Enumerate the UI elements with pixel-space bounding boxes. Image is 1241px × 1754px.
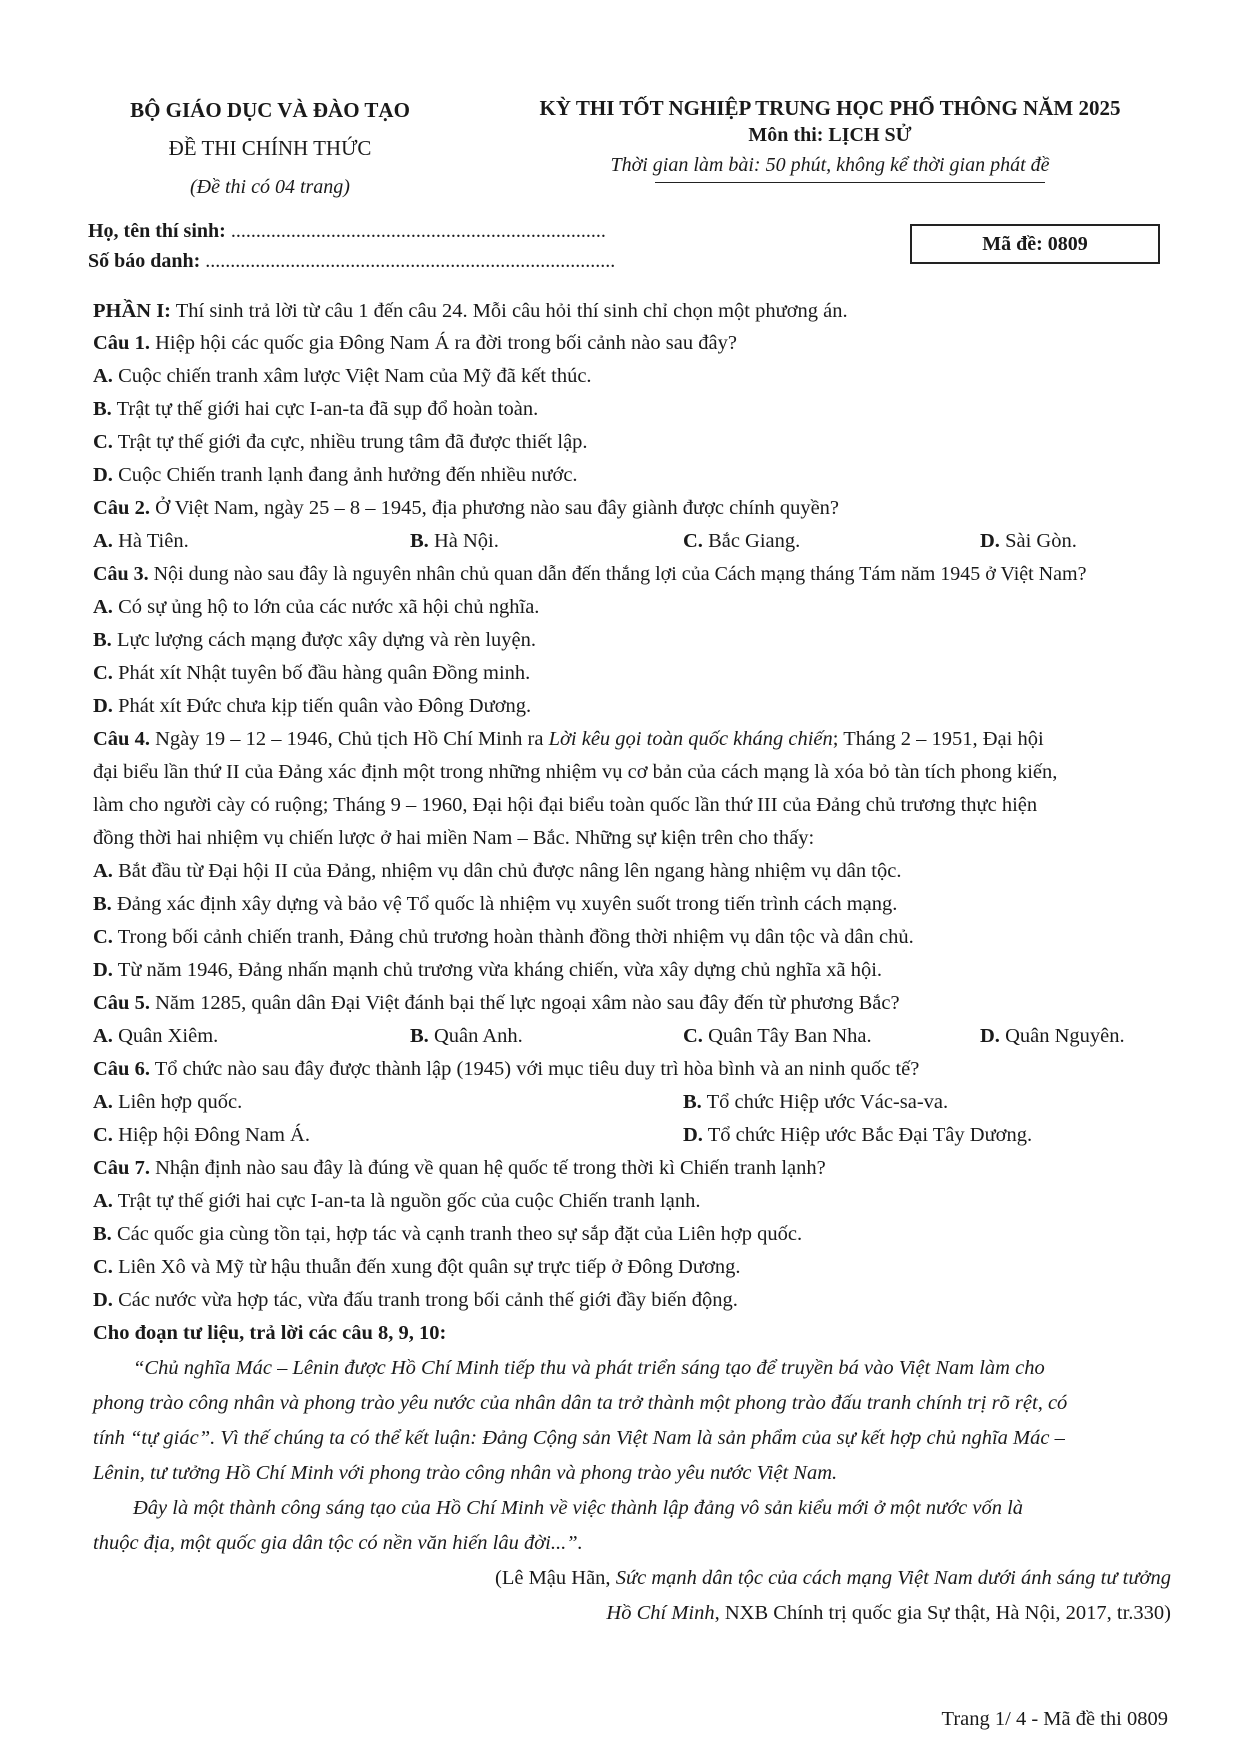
option-label: B. bbox=[410, 1025, 429, 1047]
q1-option-c bbox=[93, 431, 588, 454]
option-text: Trong bối cảnh chiến tranh, Đảng chủ trương hoàn thành đồng thời nhiệm vụ dân tộc và dân chủ. bbox=[112, 926, 914, 948]
q4-option-b bbox=[93, 893, 897, 916]
question-text: Nội dung nào sau đây là nguyên nhân chủ quan dẫn đến thắng lợi của Cách mạng tháng Tám năm 1945 ở Việt Nam? bbox=[148, 563, 1087, 585]
option-text: Bắt đầu từ Đại hội II của Đảng, nhiệm vụ dân chủ được nâng lên ngang hàng nhiệm vụ dân tộc. bbox=[112, 860, 902, 882]
q2-option-a bbox=[93, 530, 189, 553]
option-label: A. bbox=[93, 1091, 113, 1113]
passage-line: tính “tự giác”. Vì thế chúng ta có thể kết luận: Đảng Cộng sản Việt Nam là sản phẩm của sự kết hợp chủ nghĩa Mác – bbox=[93, 1427, 1065, 1449]
option-label: A. bbox=[93, 530, 113, 552]
source-title: Sức mạnh dân tộc của cách mạng Việt Nam dưới ánh sáng tư tưởng bbox=[615, 1567, 1171, 1589]
q1-option-b bbox=[93, 398, 538, 421]
option-label: A. bbox=[93, 365, 113, 387]
source-text: (Lê Mậu Hãn, bbox=[495, 1567, 616, 1589]
part-label: PHẦN I: bbox=[93, 300, 172, 322]
q4-option-d bbox=[93, 959, 882, 982]
passage-line: Đây là một thành công sáng tạo của Hồ Chí Minh về việc thành lập đảng vô sản kiểu mới ở một nước vốn là bbox=[133, 1497, 1024, 1519]
part-text: Thí sinh trả lời từ câu 1 đến câu 24. Mỗi câu hỏi thí sinh chỉ chọn một phương án. bbox=[171, 300, 848, 322]
option-label: A. bbox=[93, 1025, 113, 1047]
question-text: Nhận định nào sau đây là đúng về quan hệ quốc tế trong thời kì Chiến tranh lạnh? bbox=[149, 1157, 826, 1179]
q2-option-d bbox=[980, 530, 1077, 553]
option-label: D. bbox=[683, 1124, 703, 1146]
q3-option-b bbox=[93, 629, 536, 652]
q6-option-d bbox=[683, 1124, 1032, 1147]
question-text: Hiệp hội các quốc gia Đông Nam Á ra đời trong bối cảnh nào sau đây? bbox=[149, 332, 737, 354]
exam-title: KỲ THI TỐT NGHIỆP TRUNG HỌC PHỔ THÔNG NĂM 2025 bbox=[539, 96, 1121, 120]
option-label: D. bbox=[93, 959, 113, 981]
question-3 bbox=[93, 563, 1086, 586]
q4-option-c bbox=[93, 926, 914, 949]
question-7 bbox=[93, 1157, 826, 1180]
candidate-id-row bbox=[88, 250, 615, 273]
option-text: Các quốc gia cùng tồn tại, hợp tác và cạnh tranh theo sự sắp đặt của Liên hợp quốc. bbox=[111, 1223, 803, 1245]
option-text: Tổ chức Hiệp ước Bắc Đại Tây Dương. bbox=[702, 1124, 1033, 1146]
option-text: Cuộc Chiến tranh lạnh đang ảnh hưởng đến nhiều nước. bbox=[112, 464, 578, 486]
q7-option-d bbox=[93, 1289, 738, 1312]
option-label: B. bbox=[93, 893, 112, 915]
option-text: Quân Anh. bbox=[428, 1025, 523, 1047]
q6-option-a bbox=[93, 1091, 242, 1114]
option-label: B. bbox=[93, 1223, 112, 1245]
page-footer: Trang 1/ 4 - Mã đề thi 0809 bbox=[941, 1708, 1168, 1730]
q7-option-a bbox=[93, 1190, 700, 1213]
option-label: D. bbox=[93, 464, 113, 486]
q5-option-c bbox=[683, 1025, 872, 1048]
option-label: A. bbox=[93, 596, 113, 618]
option-text: Các nước vừa hợp tác, vừa đấu tranh trong bối cảnh thế giới đầy biến động. bbox=[112, 1289, 738, 1311]
question-number: Câu 7. bbox=[93, 1157, 150, 1179]
option-label: A. bbox=[93, 860, 113, 882]
question-2 bbox=[93, 497, 839, 520]
passage-source-line-2 bbox=[606, 1602, 1171, 1625]
option-text: Trật tự thế giới hai cực I-an-ta đã sụp đổ hoàn toàn. bbox=[111, 398, 539, 420]
option-text: Liên Xô và Mỹ từ hậu thuẫn đến xung đột quân sự trực tiếp ở Đông Dương. bbox=[112, 1256, 741, 1278]
passage-line: thuộc địa, một quốc gia dân tộc có nền văn hiến lâu đời...”. bbox=[93, 1532, 583, 1554]
question-4-line-3: làm cho người cày có ruộng; Tháng 9 – 1960, Đại hội đại biểu toàn quốc lần thứ III của Đảng chủ trương thực hiện bbox=[93, 794, 1038, 816]
option-label: C. bbox=[93, 1256, 113, 1278]
ministry-name: BỘ GIÁO DỤC VÀ ĐÀO TẠO bbox=[130, 98, 410, 122]
option-text: Cuộc chiến tranh xâm lược Việt Nam của Mỹ đã kết thúc. bbox=[112, 365, 592, 387]
option-label: D. bbox=[980, 1025, 1000, 1047]
passage-line: “Chủ nghĩa Mác – Lênin được Hồ Chí Minh tiếp thu và phát triển sáng tạo để truyền bá vào Việt Nam làm cho bbox=[133, 1357, 1045, 1379]
option-text: Sài Gòn. bbox=[999, 530, 1077, 552]
question-number: Câu 1. bbox=[93, 332, 150, 354]
option-text: Đảng xác định xây dựng và bảo vệ Tổ quốc là nhiệm vụ xuyên suốt trong tiến trình cách mạng. bbox=[111, 893, 898, 915]
part-1-instruction bbox=[93, 300, 848, 323]
candidate-id-label: Số báo danh: bbox=[88, 250, 201, 272]
question-text-italic: Lời kêu gọi toàn quốc kháng chiến bbox=[548, 728, 833, 750]
option-text: Có sự ủng hộ to lớn của các nước xã hội chủ nghĩa. bbox=[112, 596, 540, 618]
question-number: Câu 4. bbox=[93, 728, 150, 750]
question-4-line-2: đại biểu lần thứ II của Đảng xác định một trong những nhiệm vụ cơ bản của cách mạng là xóa bỏ tàn tích phong kiến, bbox=[93, 761, 1058, 783]
option-label: B. bbox=[683, 1091, 702, 1113]
exam-code-box: Mã đề: 0809 bbox=[910, 224, 1160, 264]
option-text: Trật tự thế giới đa cực, nhiều trung tâm đã được thiết lập. bbox=[112, 431, 588, 453]
question-4 bbox=[93, 728, 1044, 751]
question-number: Câu 3. bbox=[93, 563, 149, 585]
option-text: Trật tự thế giới hai cực I-an-ta là nguồn gốc của cuộc Chiến tranh lạnh. bbox=[112, 1190, 701, 1212]
q7-option-c bbox=[93, 1256, 740, 1279]
option-label: B. bbox=[93, 398, 112, 420]
question-text: Ngày 19 – 12 – 1946, Chủ tịch Hồ Chí Minh ra bbox=[149, 728, 549, 750]
question-text: Ở Việt Nam, ngày 25 – 8 – 1945, địa phương nào sau đây giành được chính quyền? bbox=[149, 497, 840, 519]
q1-option-d bbox=[93, 464, 578, 487]
q5-option-d bbox=[980, 1025, 1125, 1048]
option-label: C. bbox=[93, 662, 113, 684]
q3-option-c bbox=[93, 662, 530, 685]
source-title: Hồ Chí Minh bbox=[606, 1602, 715, 1624]
question-text: ; Tháng 2 – 1951, Đại hội bbox=[832, 728, 1044, 750]
question-number: Câu 6. bbox=[93, 1058, 150, 1080]
option-text: Quân Tây Ban Nha. bbox=[702, 1025, 872, 1047]
q6-option-b bbox=[683, 1091, 948, 1114]
option-label: D. bbox=[93, 695, 113, 717]
candidate-name-label: Họ, tên thí sinh: bbox=[88, 220, 226, 242]
q7-option-b bbox=[93, 1223, 802, 1246]
q6-option-c bbox=[93, 1124, 310, 1147]
passage-heading: Cho đoạn tư liệu, trả lời các câu 8, 9, 10: bbox=[93, 1322, 447, 1344]
official-exam-label: ĐỀ THI CHÍNH THỨC bbox=[168, 136, 372, 160]
candidate-name-row bbox=[88, 220, 606, 243]
passage-line: phong trào công nhân và phong trào yêu nước của nhân dân ta trở thành một phong trào đấu tranh chính trị rõ rệt, có bbox=[93, 1392, 1068, 1414]
question-text: Năm 1285, quân dân Đại Việt đánh bại thế lực ngoại xâm nào sau đây đến từ phương Bắc? bbox=[149, 992, 900, 1014]
option-text: Tổ chức Hiệp ước Vác-sa-va. bbox=[701, 1091, 949, 1113]
option-label: D. bbox=[980, 530, 1000, 552]
option-text: Quân Xiêm. bbox=[112, 1025, 219, 1047]
candidate-id-dots: .................................................................................. bbox=[205, 250, 616, 272]
option-text: Phát xít Nhật tuyên bố đầu hàng quân Đồng minh. bbox=[112, 662, 531, 684]
source-text: , NXB Chính trị quốc gia Sự thật, Hà Nội, 2017, tr.330) bbox=[714, 1602, 1171, 1624]
q2-option-b bbox=[410, 530, 499, 553]
q2-option-c bbox=[683, 530, 800, 553]
question-text: Tổ chức nào sau đây được thành lập (1945) với mục tiêu duy trì hòa bình và an ninh quốc tế? bbox=[149, 1058, 920, 1080]
option-text: Quân Nguyên. bbox=[999, 1025, 1125, 1047]
option-label: A. bbox=[93, 1190, 113, 1212]
option-label: C. bbox=[93, 431, 113, 453]
option-label: B. bbox=[93, 629, 112, 651]
subject-line: Môn thi: LỊCH SỬ bbox=[748, 124, 912, 146]
candidate-name-dots: ........................................................................... bbox=[230, 220, 606, 242]
passage-line: Lênin, tư tưởng Hồ Chí Minh với phong trào công nhân và phong trào yêu nước Việt Nam. bbox=[93, 1462, 838, 1484]
q4-option-a bbox=[93, 860, 901, 883]
header-underline bbox=[655, 182, 1045, 183]
q1-option-a bbox=[93, 365, 592, 388]
q5-option-b bbox=[410, 1025, 523, 1048]
option-text: Phát xít Đức chưa kịp tiến quân vào Đông Dương. bbox=[112, 695, 532, 717]
option-label: C. bbox=[93, 1124, 113, 1146]
option-label: B. bbox=[410, 530, 429, 552]
option-text: Bắc Giang. bbox=[702, 530, 801, 552]
q3-option-d bbox=[93, 695, 531, 718]
question-1 bbox=[93, 332, 737, 355]
option-text: Hà Nội. bbox=[428, 530, 499, 552]
page-count-note: (Đề thi có 04 trang) bbox=[190, 176, 350, 198]
q5-option-a bbox=[93, 1025, 218, 1048]
option-label: C. bbox=[93, 926, 113, 948]
option-label: D. bbox=[93, 1289, 113, 1311]
question-number: Câu 5. bbox=[93, 992, 150, 1014]
question-6 bbox=[93, 1058, 919, 1081]
time-note: Thời gian làm bài: 50 phút, không kể thời gian phát đề bbox=[610, 154, 1050, 176]
option-text: Lực lượng cách mạng được xây dựng và rèn luyện. bbox=[111, 629, 536, 651]
passage-source-line-1 bbox=[495, 1567, 1171, 1590]
option-text: Hiệp hội Đông Nam Á. bbox=[112, 1124, 310, 1146]
question-number: Câu 2. bbox=[93, 497, 150, 519]
option-label: C. bbox=[683, 530, 703, 552]
option-text: Hà Tiên. bbox=[112, 530, 189, 552]
option-text: Từ năm 1946, Đảng nhấn mạnh chủ trương vừa kháng chiến, vừa xây dựng chủ nghĩa xã hội. bbox=[112, 959, 883, 981]
option-text: Liên hợp quốc. bbox=[112, 1091, 243, 1113]
question-5 bbox=[93, 992, 900, 1015]
q3-option-a bbox=[93, 596, 539, 619]
question-4-line-4: đồng thời hai nhiệm vụ chiến lược ở hai miền Nam – Bắc. Những sự kiện trên cho thấy: bbox=[93, 827, 815, 849]
option-label: C. bbox=[683, 1025, 703, 1047]
